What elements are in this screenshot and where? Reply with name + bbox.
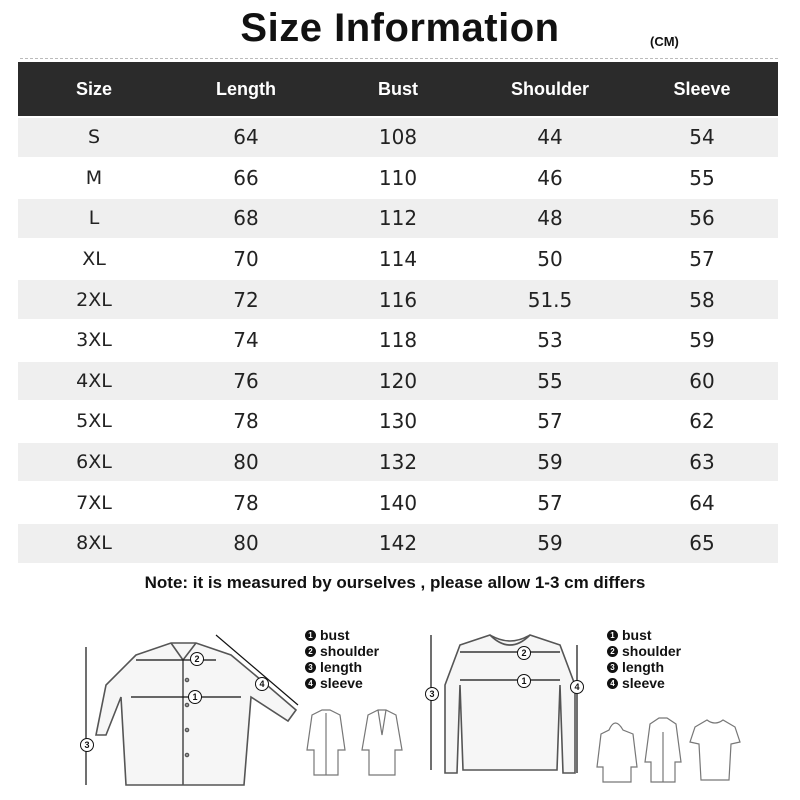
cell-sleeve: 64 xyxy=(689,490,715,515)
legend-right-num-1: 1 xyxy=(607,630,618,641)
legend-right-label-1: bust xyxy=(622,627,652,643)
cell-sleeve: 57 xyxy=(689,247,715,272)
cell-sleeve: 62 xyxy=(689,409,715,434)
size-table-body xyxy=(18,116,778,563)
cell-length: 66 xyxy=(233,165,259,190)
cell-length: 64 xyxy=(170,118,322,157)
legend-right-num-3: 3 xyxy=(607,662,618,673)
legend-right-label-3: length xyxy=(622,659,664,675)
cell-size: 7XL xyxy=(76,491,112,514)
title-divider xyxy=(20,58,778,59)
page-title: Size Information xyxy=(240,6,560,50)
cell-shoulder: 48 xyxy=(474,199,626,238)
legend-right-num-2: 2 xyxy=(607,646,618,657)
cell-shoulder: 44 xyxy=(474,118,626,157)
table-row xyxy=(18,240,778,279)
header-bust: Bust xyxy=(322,62,474,116)
size-table xyxy=(18,62,778,563)
cell-bust: 120 xyxy=(322,362,474,401)
marker-bust-right: 1 xyxy=(517,674,531,688)
cell-shoulder: 59 xyxy=(474,443,626,482)
table-row xyxy=(18,524,778,563)
cell-length: 70 xyxy=(233,247,259,272)
sweater-diagram xyxy=(425,625,595,785)
garment-icons xyxy=(595,712,745,787)
cell-length: 68 xyxy=(170,199,322,238)
table-row xyxy=(18,443,778,482)
cell-length: 74 xyxy=(233,328,259,353)
cell-length: 80 xyxy=(170,524,322,563)
table-row xyxy=(18,362,778,401)
legend-left-label-3: length xyxy=(320,659,362,675)
cell-sleeve: 56 xyxy=(626,199,778,238)
marker-shoulder-left: 2 xyxy=(190,652,204,666)
cell-sleeve: 60 xyxy=(626,362,778,401)
header-length: Length xyxy=(170,62,322,116)
legend-right-num-4: 4 xyxy=(607,678,618,689)
cell-shoulder: 51.5 xyxy=(474,280,626,319)
cell-size: L xyxy=(18,199,170,238)
cell-shoulder: 57 xyxy=(537,490,563,515)
cell-size: S xyxy=(18,118,170,157)
cell-size: M xyxy=(85,166,103,189)
cell-bust: 130 xyxy=(378,409,418,434)
cell-sleeve: 59 xyxy=(689,328,715,353)
cell-length: 76 xyxy=(170,362,322,401)
jacket-icons xyxy=(300,705,410,785)
table-header-row xyxy=(18,62,778,116)
header-size: Size xyxy=(18,62,170,116)
cell-sleeve: 65 xyxy=(626,524,778,563)
cell-length: 78 xyxy=(233,490,259,515)
cell-bust: 108 xyxy=(322,118,474,157)
marker-length-left: 3 xyxy=(80,738,94,752)
cell-bust: 116 xyxy=(322,280,474,319)
cell-bust: 118 xyxy=(378,328,418,353)
cell-bust: 140 xyxy=(378,490,418,515)
table-row xyxy=(18,118,778,157)
cell-bust: 112 xyxy=(322,199,474,238)
cell-shoulder: 46 xyxy=(537,165,563,190)
cell-shoulder: 55 xyxy=(474,362,626,401)
legend-right-label-4: sleeve xyxy=(622,675,665,691)
cell-sleeve: 55 xyxy=(689,165,715,190)
table-row xyxy=(18,199,778,238)
cell-bust: 142 xyxy=(322,524,474,563)
cell-shoulder: 50 xyxy=(537,247,563,272)
cell-size: 3XL xyxy=(76,329,112,352)
legend-left-num-1: 1 xyxy=(305,630,316,641)
legend-left-label-4: sleeve xyxy=(320,675,363,691)
cell-sleeve: 63 xyxy=(626,443,778,482)
measurement-note: Note: it is measured by ourselves , please allow 1-3 cm differs xyxy=(144,573,646,592)
header-shoulder: Shoulder xyxy=(474,62,626,116)
cell-shoulder: 59 xyxy=(474,524,626,563)
cell-bust: 132 xyxy=(322,443,474,482)
marker-length-right: 3 xyxy=(425,687,439,701)
legend-left-num-4: 4 xyxy=(305,678,316,689)
cell-size: 5XL xyxy=(76,410,112,433)
legend-left-label-2: shoulder xyxy=(320,643,380,659)
cell-bust: 114 xyxy=(378,247,418,272)
table-row xyxy=(18,159,778,198)
cell-length: 80 xyxy=(170,443,322,482)
legend-left-num-3: 3 xyxy=(305,662,316,673)
header-sleeve: Sleeve xyxy=(626,62,778,116)
marker-sleeve-right: 4 xyxy=(570,680,584,694)
cell-sleeve: 58 xyxy=(626,280,778,319)
legend-left xyxy=(305,627,379,691)
cell-size: 4XL xyxy=(18,362,170,401)
cell-bust: 110 xyxy=(378,165,418,190)
marker-shoulder-right: 2 xyxy=(517,646,531,660)
cell-shoulder: 57 xyxy=(537,409,563,434)
table-row xyxy=(18,483,778,522)
table-row xyxy=(18,280,778,319)
cell-size: 2XL xyxy=(18,280,170,319)
marker-bust-left: 1 xyxy=(188,690,202,704)
cell-size: XL xyxy=(82,248,106,271)
cell-shoulder: 53 xyxy=(537,328,563,353)
shirt-diagram xyxy=(76,625,306,795)
legend-left-num-2: 2 xyxy=(305,646,316,657)
cell-size: 8XL xyxy=(18,524,170,563)
table-row xyxy=(18,402,778,441)
cell-size: 6XL xyxy=(18,443,170,482)
legend-right-label-2: shoulder xyxy=(622,643,682,659)
cell-length: 78 xyxy=(233,409,259,434)
legend-left-label-1: bust xyxy=(320,627,350,643)
unit-label: (CM) xyxy=(650,34,679,49)
legend-right xyxy=(607,627,681,691)
cell-length: 72 xyxy=(170,280,322,319)
marker-sleeve-left: 4 xyxy=(255,677,269,691)
cell-sleeve: 54 xyxy=(626,118,778,157)
table-row xyxy=(18,321,778,360)
